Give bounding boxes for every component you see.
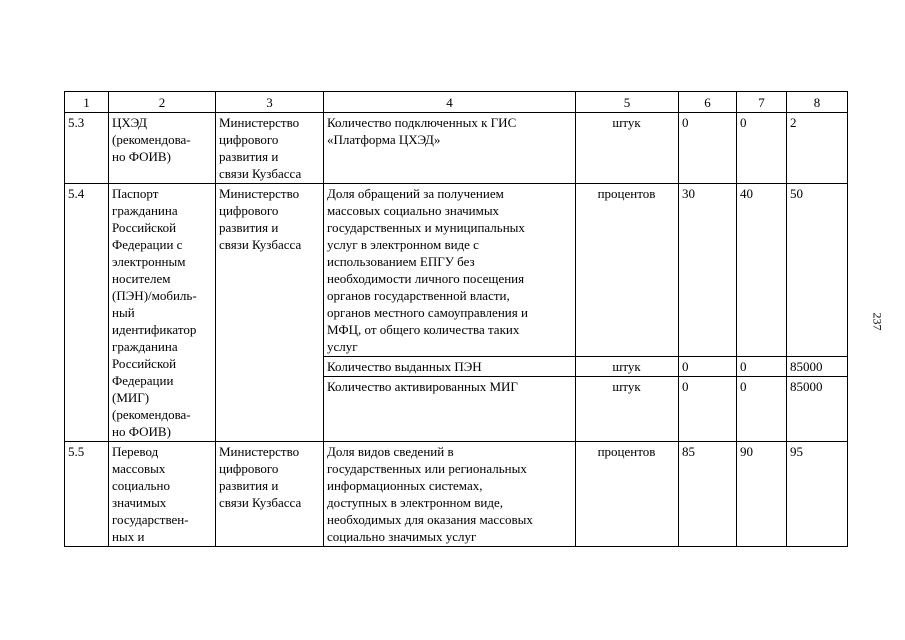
indicator-value: 0 [737,113,787,184]
row-number: 5.3 [65,113,109,184]
indicator-name: Количество подключенных к ГИС «Платформа ЦХЭД» [324,113,576,184]
header-cell: 2 [109,92,216,113]
header-cell: 3 [216,92,324,113]
service-name: Перевод массовых социально значимых государствен- ных и [109,442,216,547]
indicator-value: 85 [679,442,737,547]
indicators-table [64,91,848,547]
header-cell: 8 [787,92,848,113]
indicator-name: Количество активированных МИГ [324,377,576,442]
header-cell: 5 [576,92,679,113]
ministry-name: Министерство цифрового развития и связи Кузбасса [216,442,324,547]
header-cell: 6 [679,92,737,113]
indicator-value: 85000 [787,377,848,442]
row-number: 5.5 [65,442,109,547]
indicator-value: 0 [679,357,737,377]
ministry-name: Министерство цифрового развития и связи Кузбасса [216,113,324,184]
indicator-value: 95 [787,442,848,547]
row-number: 5.4 [65,184,109,442]
indicator-value: 40 [737,184,787,357]
indicator-name: Доля обращений за получением массовых социально значимых государственных и муниципальных услуг в электронном виде с использованием ЕПГУ без необходимости личного посещения органов государственной власти, органов местного самоуправления и МФЦ, от общего количества таких услуг [324,184,576,357]
indicator-value: 50 [787,184,848,357]
table-row [65,113,848,184]
header-cell: 7 [737,92,787,113]
indicator-value: 0 [679,377,737,442]
indicator-value: 2 [787,113,848,184]
ministry-name: Министерство цифрового развития и связи Кузбасса [216,184,324,442]
indicator-value: 90 [737,442,787,547]
service-name: Паспорт гражданина Российской Федерации с электронным носителем (ПЭН)/мобиль- ный идентификатор гражданина Российской Федерации (МИГ) (рекомендова- но ФОИВ) [109,184,216,442]
page-number: 237 [870,312,885,331]
indicator-value: 0 [737,357,787,377]
header-cell: 1 [65,92,109,113]
indicator-unit: штук [576,113,679,184]
indicator-name: Доля видов сведений в государственных или региональных информационных системах, доступных в электронном виде, необходимых для оказания массовых социально значимых услуг [324,442,576,547]
header-cell: 4 [324,92,576,113]
indicator-name: Количество выданных ПЭН [324,357,576,377]
table-row [65,184,848,357]
indicator-unit: процентов [576,184,679,357]
header-row [65,92,848,113]
indicator-unit: штук [576,377,679,442]
indicator-unit: штук [576,357,679,377]
service-name: ЦХЭД (рекомендова- но ФОИВ) [109,113,216,184]
indicator-unit: процентов [576,442,679,547]
indicator-value: 30 [679,184,737,357]
table-row [65,442,848,547]
indicator-value: 0 [737,377,787,442]
indicator-value: 85000 [787,357,848,377]
indicator-value: 0 [679,113,737,184]
